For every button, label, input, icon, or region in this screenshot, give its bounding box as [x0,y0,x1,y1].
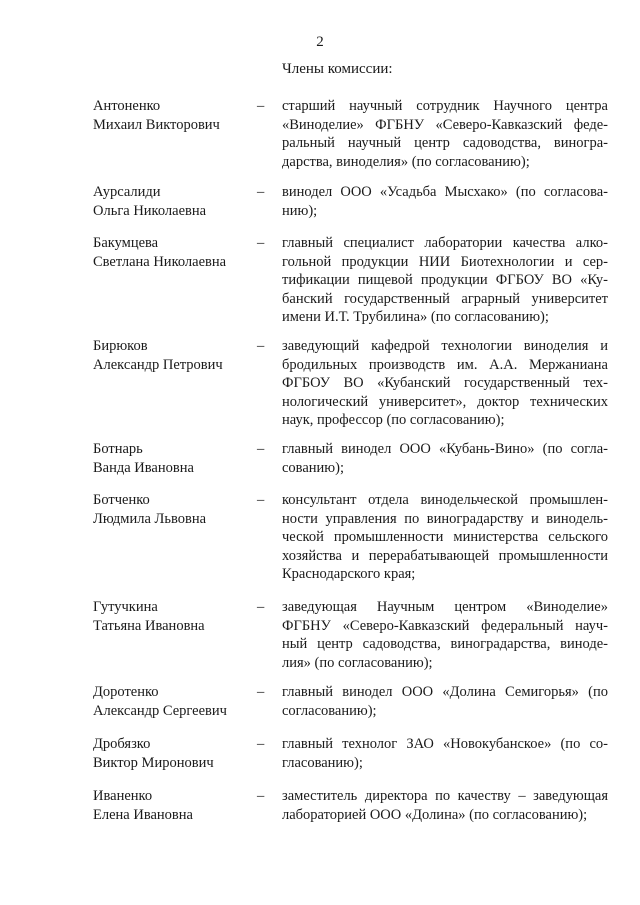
dash-separator: – [257,599,265,615]
role-line: лабораторией ООО «Долина» (по согласованию); [282,806,588,823]
member-role [282,735,608,772]
member-role [282,491,608,584]
role-line: Краснодарского края; [282,566,416,582]
role-line: согласованию); [282,702,377,719]
dash-separator: – [257,736,265,752]
member-surname: Бакумцева [93,235,159,251]
role-line: ФГБНУ «Северо-Кавказский федеральный науч- [282,617,608,634]
role-line: консультант отдела винодельческой промышлен- [282,492,608,508]
member-role [282,598,608,672]
member-name [93,787,253,824]
dash-separator: – [257,184,265,200]
member-surname: Ботченко [93,492,150,508]
dash-separator: – [257,98,265,114]
role-line: тификации пищевой продукции ФГБОУ ВО «Ку- [282,272,608,288]
member-role [282,787,608,824]
member-given-name: Ванда Ивановна [93,459,194,476]
member-surname: Доротенко [93,684,159,700]
member-role [282,97,608,171]
member-given-name: Елена Ивановна [93,806,193,823]
member-name [93,598,253,635]
page-number: 2 [316,34,324,50]
member-given-name: Александр Петрович [93,356,223,373]
role-line: ФГБОУ ВО «Кубанский государственный тех- [282,375,608,391]
role-line: гласованию); [282,754,363,771]
role-line: хозяйства и перерабатывающей промышленности [282,547,608,564]
role-line: главный винодел ООО «Кубань-Вино» (по согла- [282,441,608,457]
member-surname: Бирюков [93,338,148,354]
role-line: ральный научный центр садоводства, виногра- [282,135,608,151]
role-line: лия» (по согласованию); [282,654,433,671]
member-surname: Ботнарь [93,441,143,457]
role-line: главный винодел ООО «Долина Семигорья» (по [282,684,608,700]
dash-separator: – [257,788,265,804]
role-line: бродильных производств им. А.А. Мержаниана [282,356,608,373]
member-given-name: Михаил Викторович [93,116,220,133]
dash-separator: – [257,235,265,251]
role-line: главный специалист лаборатории качества алко- [282,235,608,251]
member-given-name: Людмила Львовна [93,510,207,527]
dash-separator: – [257,338,265,354]
member-surname: Антоненко [93,98,161,114]
role-line: «Виноделие» ФГБНУ «Северо-Кавказский феде- [282,116,608,133]
role-line: гольной продукции НИИ Биотехнологии и сер- [282,253,608,270]
role-line: банский государственный аграрный университет [282,290,608,307]
role-line: винодел ООО «Усадьба Мысхако» (по согласова- [282,184,608,200]
member-surname: Дробязко [93,736,151,752]
member-given-name: Ольга Николаевна [93,202,207,219]
role-line: сованию); [282,459,344,476]
member-name [93,440,253,477]
role-line: дарства, виноделия» (по согласованию); [282,153,530,170]
role-line: ный центр садоводства, виноградарства, виноде- [282,636,608,652]
member-role [282,440,608,477]
role-line: наук, профессор (по согласованию); [282,412,505,428]
role-line: главный технолог ЗАО «Новокубанское» (по со- [282,736,608,752]
member-surname: Гутучкина [93,599,158,615]
role-line: заведующий кафедрой технологии виноделия и [282,338,608,354]
member-role [282,183,608,220]
role-line: ческой промышленности министерства сельского [282,529,608,545]
member-name [93,97,253,134]
role-line: старший научный сотрудник Научного центра [282,98,608,114]
member-given-name: Александр Сергеевич [93,702,227,719]
member-role [282,337,608,430]
member-name [93,683,253,720]
role-line: заведующая Научным центром «Виноделие» [282,599,608,615]
member-role [282,683,608,720]
member-name [93,183,253,220]
dash-separator: – [257,492,265,508]
role-line: заместитель директора по качеству – заведующая [282,788,608,804]
role-line: нию); [282,202,318,219]
member-given-name: Виктор Миронович [93,754,214,771]
member-given-name: Татьяна Ивановна [93,617,205,634]
role-line: ности управления по виноградарству и винодель- [282,510,608,527]
member-given-name: Светлана Николаевна [93,253,227,270]
member-surname: Иваненко [93,788,153,804]
member-name [93,735,253,772]
member-surname: Аурсалиди [93,184,161,200]
dash-separator: – [257,441,265,457]
member-name [93,337,253,374]
section-title: Члены комиссии: [282,61,393,77]
member-name [93,491,253,528]
role-line: имени И.Т. Трубилина» (по согласованию); [282,309,549,325]
member-name [93,234,253,271]
member-role [282,234,608,327]
role-line: нологический университет», доктор технических [282,393,608,410]
dash-separator: – [257,684,265,700]
